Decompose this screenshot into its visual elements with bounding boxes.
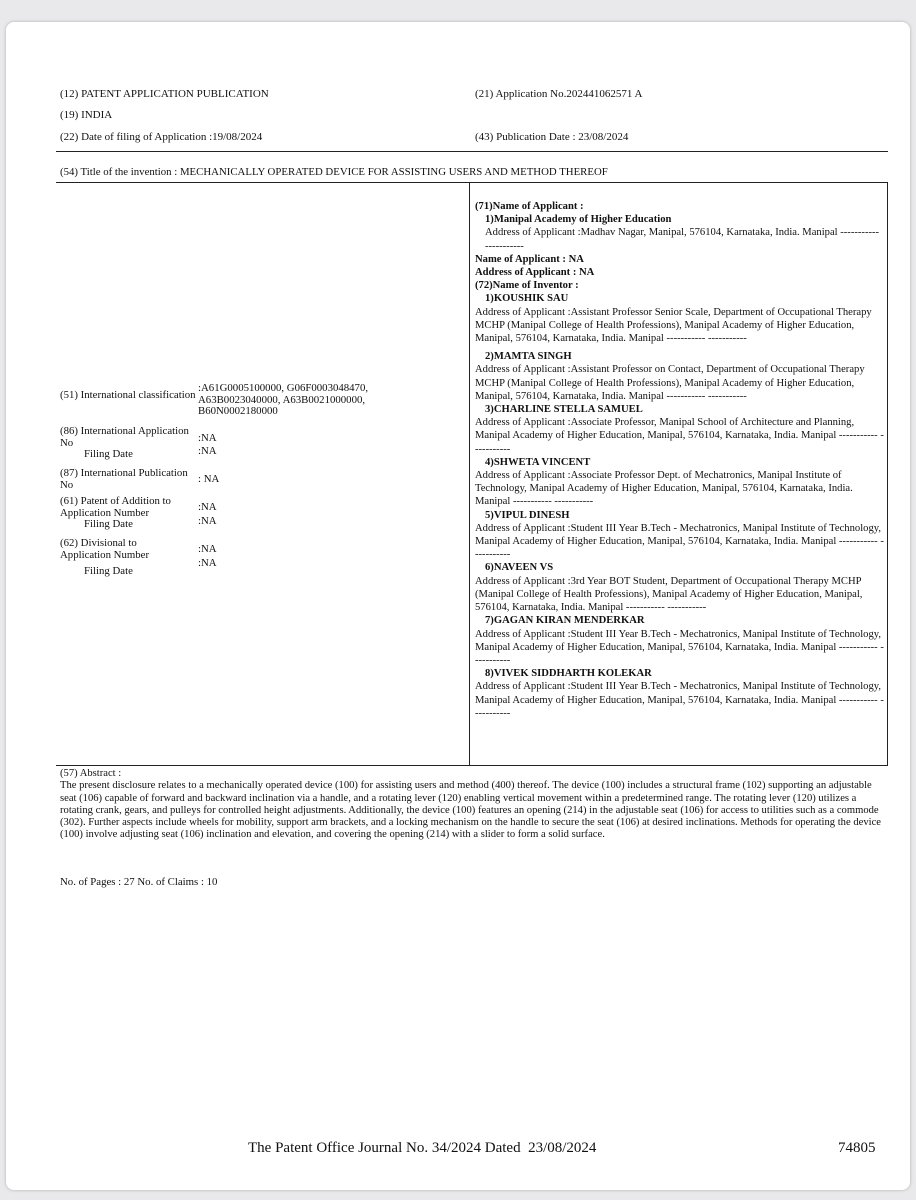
intl-classification-value: :A61G0005100000, G06F0003048470, A63B0023040000, A63B0021000000, B60N0002180000 xyxy=(198,382,369,418)
journal-footer: The Patent Office Journal No. 34/2024 Dated 23/08/2024 xyxy=(248,1140,597,1156)
inventor-name: 3)CHARLINE STELLA SAMUEL xyxy=(485,404,643,416)
applicant-name-1: 1)Manipal Academy of Higher Education xyxy=(485,214,672,226)
divisional-filing-label: Filing Date xyxy=(84,565,133,577)
inventor-name: 6)NAVEEN VS xyxy=(485,562,554,574)
inventor-address: Address of Applicant :Associate Professor Dept. of Mechatronics, Manipal Institute of Technology, Manipal Academy of Higher Education, Manipal, 576104, Karnataka, India. Manipal ----------- ----------- xyxy=(475,470,853,508)
applicant-name-na: Name of Applicant : NA xyxy=(475,253,584,265)
divisional-label: (62) Divisional to Application Number xyxy=(60,537,150,561)
intl-classification-label: (51) International classification xyxy=(60,389,196,401)
patent-addition-filing-label: Filing Date xyxy=(84,518,133,530)
applicant-heading: (71)Name of Applicant : xyxy=(475,201,584,212)
abstract-text: The present disclosure relates to a mechanically operated device (100) for assisting users and method (400) thereof. The device (100) includes a structural frame (102) supporting an adjustable seat (106) capable of forward and backward inclination via a handle, and a rotating lever (120) enabling vertical movement within a predetermined range. The rotating lever (120) utilizes a rotating crank, gears, and pulleys for controlled height adjustments. Additionally, the device (100) features an opening (214) in the adjustable seat (106) for access to utilities such as a commode (302). Further aspects include wheels for mobility, support arm brackets, and a locking mechanism on the handle to secure the seat (106) at desired inclinations. Methods for operating the device (100) involve adjusting seat (106) inclination and elevation, and covering the opening (214) with a slider to form a solid surface. xyxy=(60,780,881,841)
inventor-name: 2)MAMTA SINGH xyxy=(485,351,572,363)
invention-title: (54) Title of the invention : MECHANICALLY OPERATED DEVICE FOR ASSISTING USERS AND METHOD THEREOF xyxy=(60,166,608,178)
inventor-name: 4)SHWETA VINCENT xyxy=(485,456,591,468)
right-border xyxy=(887,182,888,766)
inventor-heading: (72)Name of Inventor : xyxy=(475,280,579,292)
pages-claims: No. of Pages : 27 No. of Claims : 10 xyxy=(60,876,218,888)
inventor-name: 7)GAGAN KIRAN MENDERKAR xyxy=(485,615,645,627)
divisional-filing-value: :NA xyxy=(198,557,217,569)
publication-date: (43) Publication Date : 23/08/2024 xyxy=(475,131,629,143)
abstract-section xyxy=(60,768,886,842)
divider-title xyxy=(56,182,888,183)
applicant-address-1: Address of Applicant :Madhav Nagar, Manipal, 576104, Karnataka, India. Manipal ----------- ----------- xyxy=(485,227,880,252)
application-number: (21) Application No.202441062571 A xyxy=(475,88,643,100)
inventor-name: 1)KOUSHIK SAU xyxy=(485,293,569,305)
filing-date: (22) Date of filing of Application :19/08/2024 xyxy=(60,131,263,143)
inventor-address: Address of Applicant :Student III Year B.Tech - Mechatronics, Manipal Institute of Technology, Manipal Academy of Higher Education, Manipal, 576104, Karnataka, India. Manipal ----------- ----------- xyxy=(475,522,884,561)
column-divider xyxy=(469,182,470,766)
divider-abstract xyxy=(56,765,888,766)
intl-application-filing-value: :NA xyxy=(198,445,217,457)
intl-publication-label: (87) International Publication No xyxy=(60,467,188,491)
divider-top xyxy=(56,151,888,152)
abstract-heading: (57) Abstract : xyxy=(60,768,122,779)
inventor-address: Address of Applicant :Associate Professor, Manipal School of Architecture and Planning, Manipal Academy of Higher Education, Manipal, 576104, Karnataka, India. Manipal ----------- ----------- xyxy=(475,417,884,455)
page-number: 74805 xyxy=(838,1140,876,1156)
inventor-name: 5)VIPUL DINESH xyxy=(485,509,570,521)
intl-application-filing-label: Filing Date xyxy=(84,448,133,460)
inventor-address: Address of Applicant :Assistant Professor on Contact, Department of Occupational Therapy MCHP (Manipal College of Health Professions), Manipal Academy of Higher Education, Manipal, 576104, Karnataka, India. Manipal ----------- ----------- xyxy=(475,364,865,402)
inventor-name: 8)VIVEK SIDDHARTH KOLEKAR xyxy=(485,668,652,680)
inventor-address: Address of Applicant :Student III Year B.Tech - Mechatronics, Manipal Institute of Technology, Manipal Academy of Higher Education, Manipal, 576104, Karnataka, India. Manipal ----------- ----------- xyxy=(475,628,884,666)
intl-publication-value: : NA xyxy=(198,473,220,485)
patent-addition-value: :NA xyxy=(198,501,217,513)
inventor-address: Address of Applicant :Assistant Professor Senior Scale, Department of Occupational Therapy MCHP (Manipal College of Health Professions), Manipal Academy of Higher Education, Manipal, 576104, Karnataka, India. Manipal ----------- ----------- xyxy=(475,306,872,345)
divisional-value: :NA xyxy=(198,543,217,555)
patent-addition-filing-value: :NA xyxy=(198,515,217,527)
publication-type: (12) PATENT APPLICATION PUBLICATION xyxy=(60,88,269,100)
applicant-address-na: Address of Applicant : NA xyxy=(475,267,595,279)
patent-addition-label: (61) Patent of Addition to Application Number xyxy=(60,495,171,519)
inventor-address: Address of Applicant :Student III Year B.Tech - Mechatronics, Manipal Institute of Technology, Manipal Academy of Higher Education, Manipal, 576104, Karnataka, India. Manipal ----------- ----------- xyxy=(475,681,884,719)
applicant-inventor-section xyxy=(475,200,885,720)
intl-application-label: (86) International Application No xyxy=(60,425,189,449)
country: (19) INDIA xyxy=(60,109,113,121)
intl-application-value: :NA xyxy=(198,432,217,444)
inventor-address: Address of Applicant :3rd Year BOT Student, Department of Occupational Therapy MCHP (Manipal College of Health Professions), Manipal Academy of Higher Education, Manipal, 576104, Karnataka, India. Manipal ----------- ----------- xyxy=(475,575,863,614)
